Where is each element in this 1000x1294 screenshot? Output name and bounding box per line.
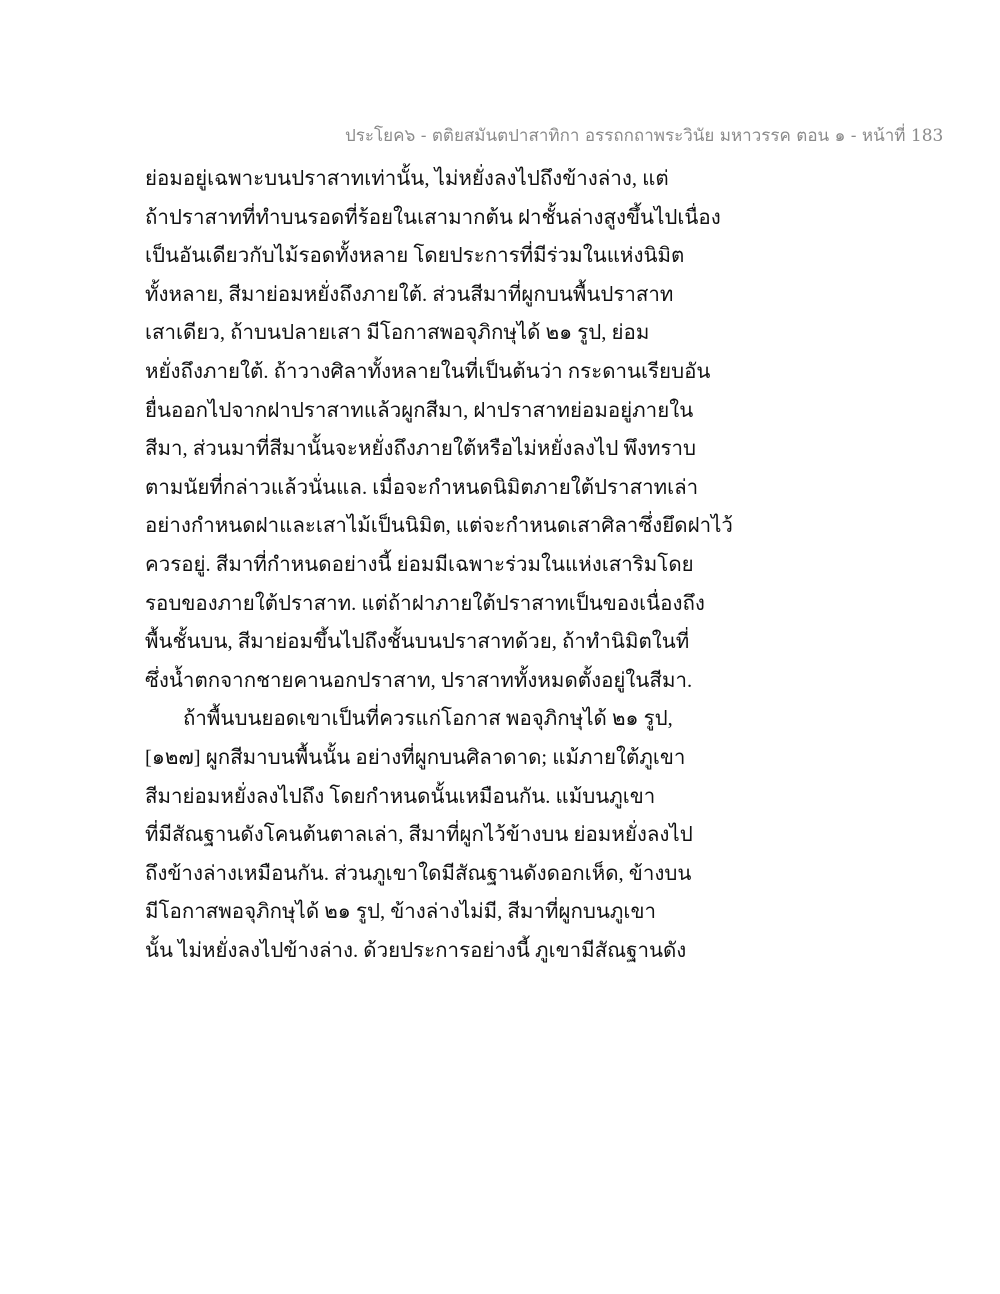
paragraph-first-line: ถ้าพื้นบนยอดเขาเป็นที่ควรแก่โอกาส พอจุภิกษุได้ ๒๑ รูป, xyxy=(183,708,673,731)
text-line: เป็นอันเดียวกับไม้รอดทั้งหลาย โดยประการที่มีร่วมในแห่งนิมิต xyxy=(145,245,685,268)
body-text xyxy=(145,160,733,970)
text-line: ที่มีสัณฐานดังโคนต้นตาลเล่า, สีมาที่ผูกไว้ข้างบน ย่อมหยั่งลงไป xyxy=(145,824,693,847)
text-line: ซึ่งน้ำตกจากชายคานอกปราสาท, ปราสาททั้งหมดตั้งอยู่ในสีมา. xyxy=(145,669,693,692)
text-line: เสาเดียว, ถ้าบนปลายเสา มีโอกาสพอจุภิกษุได้ ๒๑ รูป, ย่อม xyxy=(145,322,650,345)
text-line: ย่อมอยู่เฉพาะบนปราสาทเท่านั้น, ไม่หยั่งลงไปถึงข้างล่าง, แต่ xyxy=(145,168,669,190)
text-line: พื้นชั้นบน, สีมาย่อมขึ้นไปถึงชั้นบนปราสาทด้วย, ถ้าทำนิมิตในที่ xyxy=(145,631,690,654)
text-line: ถึงข้างล่างเหมือนกัน. ส่วนภูเขาใดมีสัณฐานดังดอกเห็ด, ข้างบน xyxy=(145,862,692,885)
text-line: อย่างกำหนดฝาและเสาไม้เป็นนิมิต, แต่จะกำหนดเสาศิลาซึ่งยึดฝาไว้ xyxy=(145,515,733,538)
text-line: ตามนัยที่กล่าวแล้วนั่นแล. เมื่อจะกำหนดนิมิตภายใต้ปราสาทเล่า xyxy=(145,476,699,499)
text-line: ควรอยู่. สีมาที่กำหนดอย่างนี้ ย่อมมีเฉพาะร่วมในแห่งเสาริมโดย xyxy=(145,553,694,576)
text-line: สีมา, ส่วนมาที่สีมานั้นจะหยั่งถึงภายใต้หรือไม่หยั่งลงไป พึงทราบ xyxy=(145,438,697,461)
text-line: ยื่นออกไปจากฝาปราสาทแล้วผูกสีมา, ฝาปราสาทย่อมอยู่ภายใน xyxy=(145,399,694,422)
text-line: นั้น ไม่หยั่งลงไปข้างล่าง. ด้วยประการอย่างนี้ ภูเขามีสัณฐานดัง xyxy=(145,939,687,962)
running-header-text: ประโยค๖ - ตติยสมันตปาสาทิกา อรรถกถาพระวินัย มหาวรรค ตอน ๑ - หน้าที่ 183 xyxy=(345,126,944,146)
running-header xyxy=(0,122,1000,149)
text-line: รอบของภายใต้ปราสาท. แต่ถ้าฝาภายใต้ปราสาทเป็นของเนื่องถึง xyxy=(145,592,705,615)
text-line: ทั้งหลาย, สีมาย่อมหยั่งถึงภายใต้. ส่วนสีมาที่ผูกบนพื้นปราสาท xyxy=(145,283,674,306)
text-line: มีโอกาสพอจุภิกษุได้ ๒๑ รูป, ข้างล่างไม่มี, สีมาที่ผูกบนภูเขา xyxy=(145,901,656,924)
text-line: ถ้าปราสาทที่ทำบนรอดที่ร้อยในเสามากต้น ฝาชั้นล่างสูงขึ้นไปเนื่อง xyxy=(145,206,721,229)
text-line: หยั่งถึงภายใต้. ถ้าวางศิลาทั้งหลายในที่เป็นต้นว่า กระดานเรียบอัน xyxy=(145,360,711,383)
text-line: [๑๒๗] ผูกสีมาบนพื้นนั้น อย่างที่ผูกบนศิลาดาด; แม้ภายใต้ภูเขา xyxy=(145,746,686,769)
text-line: สีมาย่อมหยั่งลงไปถึง โดยกำหนดนั้นเหมือนกัน. แม้บนภูเขา xyxy=(145,785,656,808)
